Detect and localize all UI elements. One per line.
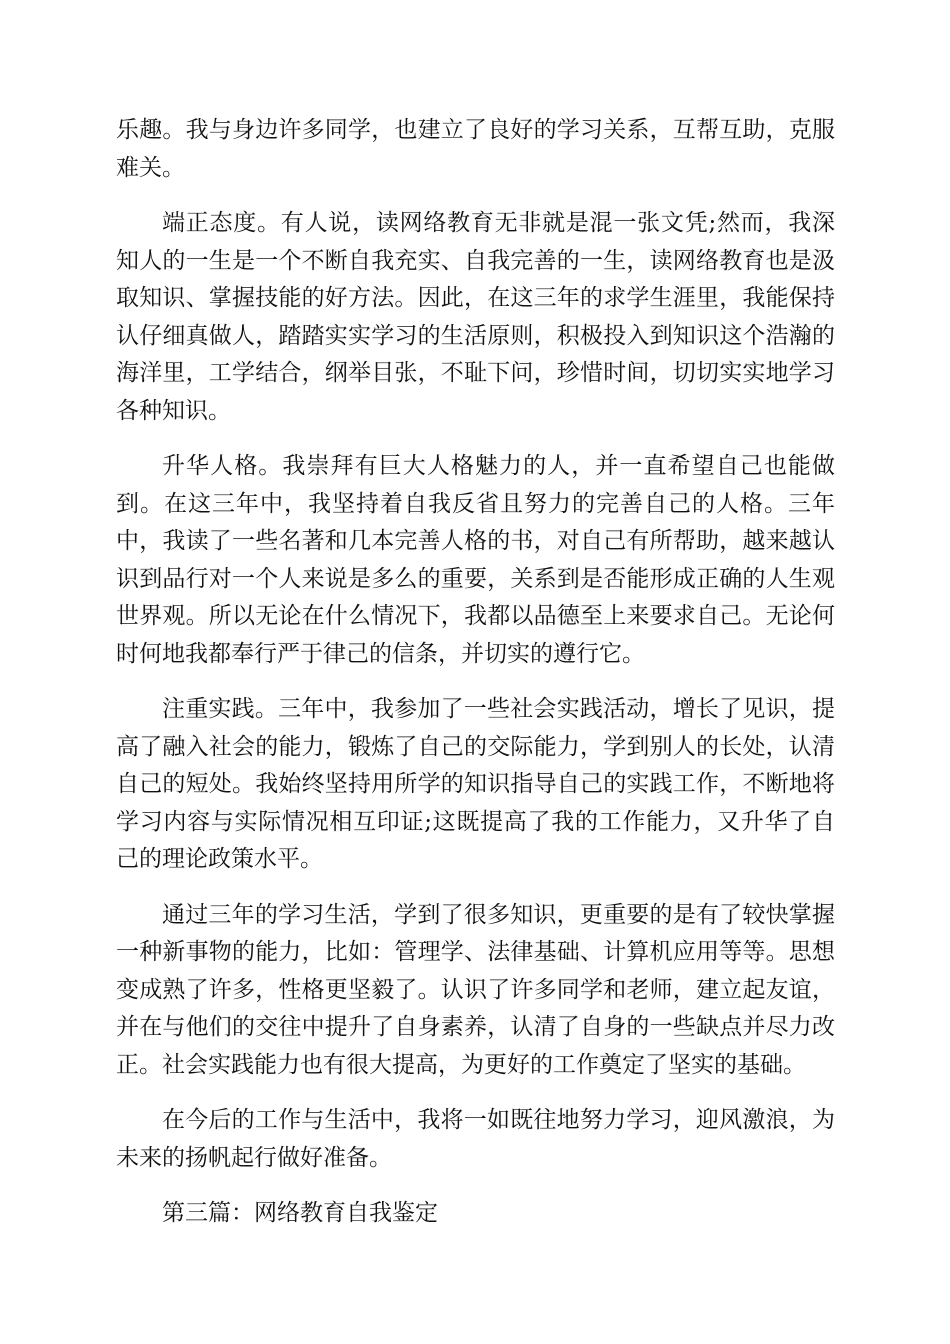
section-heading: 第三篇：网络教育自我鉴定 <box>162 1200 438 1226</box>
paragraph-practice: 注重实践。三年中，我参加了一些社会实践活动，增长了见识，提高了融入社会的能力，锻炼了自己的交际能力，学到别人的长处，认清自己的短处。我始终坚持用所学的知识指导自己的实践工作，不断地将学习内容与实际情况相互印证;这既提高了我的工作能力，又升华了自己的理论政策水平。 <box>116 696 835 872</box>
paragraph-summary: 通过三年的学习生活，学到了很多知识，更重要的是有了较快掌握一种新事物的能力，比如：管理学、法律基础、计算机应用等等。思想变成熟了许多，性格更坚毅了。认识了许多同学和老师，建立起友谊，并在与他们的交往中提升了自身素养，认清了自身的一些缺点并尽力改正。社会实践能力也有很大提高，为更好的工作奠定了坚实的基础。 <box>116 901 835 1078</box>
document-page <box>116 112 835 1233</box>
paragraph-future: 在今后的工作与生活中，我将一如既往地努力学习，迎风激浪，为未来的扬帆起行做好准备。 <box>116 1107 835 1171</box>
paragraph-continuation: 乐趣。我与身边许多同学，也建立了良好的学习关系，互帮互助，克服难关。 <box>116 117 835 181</box>
paragraph-attitude: 端正态度。有人说，读网络教育无非就是混一张文凭;然而，我深知人的一生是一个不断自我充实、自我完善的一生，读网络教育也是汲取知识、掌握技能的好方法。因此，在这三年的求学生涯里，我能保持认仔细真做人，踏踏实实学习的生活原则，积极投入到知识这个浩瀚的海洋里，工学结合，纲举目张，不耻下问，珍惜时间，切切实实地学习各种知识。 <box>116 210 835 424</box>
paragraph-personality: 升华人格。我崇拜有巨大人格魅力的人，并一直希望自己也能做到。在这三年中，我坚持着自我反省且努力的完善自己的人格。三年中，我读了一些名著和几本完善人格的书，对自己有所帮助，越来越认识到品行对一个人来说是多么的重要，关系到是否能形成正确的人生观世界观。所以无论在什么情况下，我都以品德至上来要求自己。无论何时何地我都奉行严于律己的信条，并切实的遵行它。 <box>116 453 835 667</box>
